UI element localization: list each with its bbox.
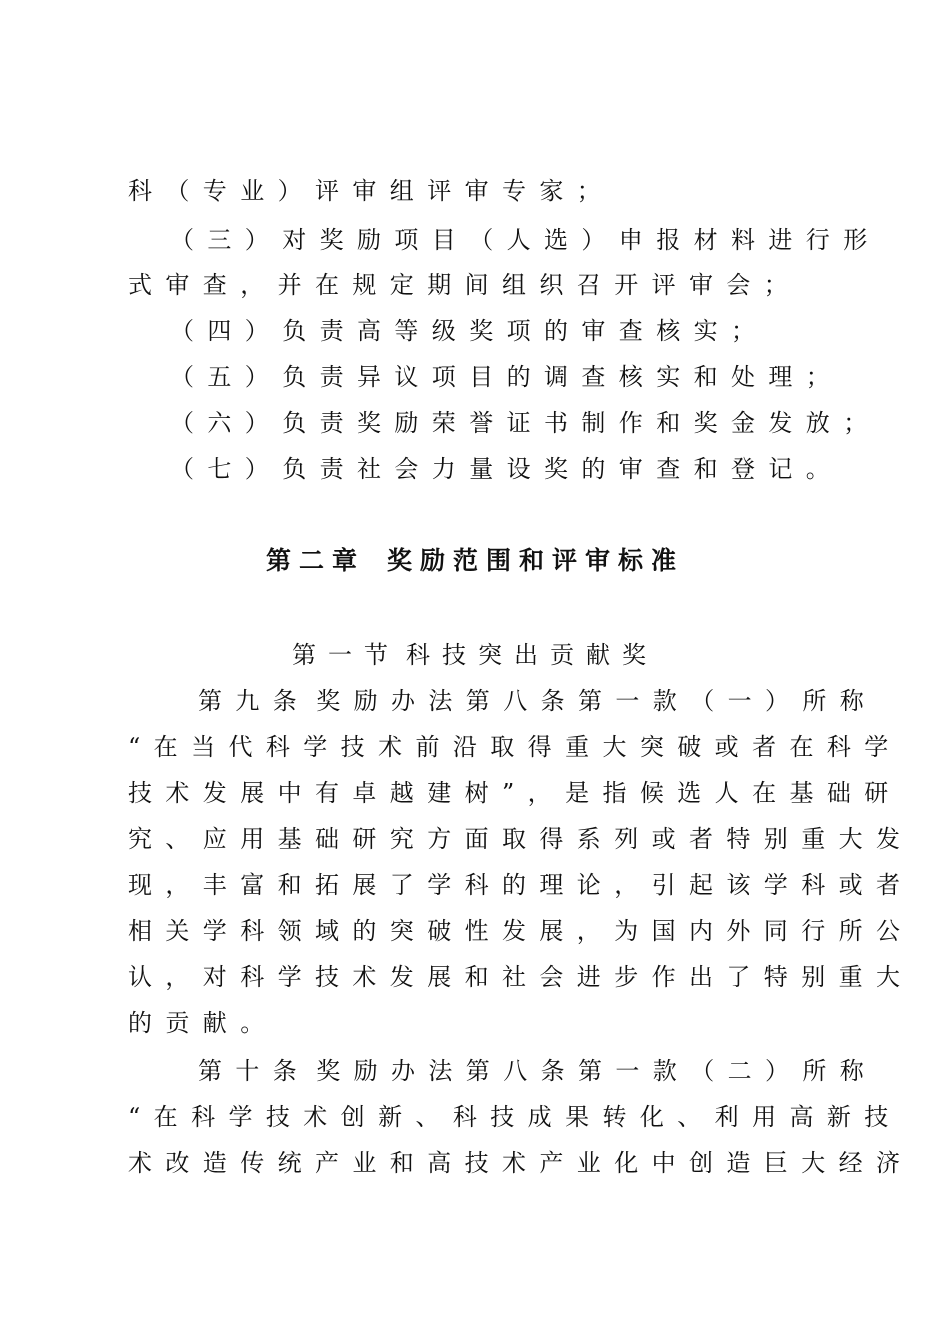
paragraph-line: （六）负责奖励荣誉证书制作和奖金发放； xyxy=(170,409,881,437)
paragraph-line: 究、应用基础研究方面取得系列或者特别重大发 xyxy=(128,825,914,853)
paragraph-line: “在当代科学技术前沿取得重大突破或者在科学 xyxy=(128,733,902,761)
paragraph-line: （四）负责高等级奖项的审查核实； xyxy=(170,317,769,345)
paragraph-line: 认，对科学技术发展和社会进步作出了特别重大 xyxy=(128,963,914,991)
chapter-heading xyxy=(0,546,950,576)
article-9-label: 第九条 xyxy=(198,687,311,715)
paragraph-line: 术改造传统产业和高技术产业化中创造巨大经济 xyxy=(128,1149,914,1177)
paragraph-line: 科（专业）评审组评审专家； xyxy=(128,177,615,205)
paragraph-line: 技术发展中有卓越建树”，是指候选人在基础研 xyxy=(128,779,902,807)
paragraph-line: 现，丰富和拓展了学科的理论，引起该学科或者 xyxy=(128,871,914,899)
paragraph-line: 式审查，并在规定期间组织召开评审会； xyxy=(128,271,802,299)
article-9-line xyxy=(198,686,898,716)
section-number: 第一节 xyxy=(292,641,400,669)
paragraph-line: “在科学技术创新、科技成果转化、利用高新技 xyxy=(128,1103,902,1131)
article-10-line xyxy=(198,1056,898,1086)
paragraph-line: （七）负责社会力量设奖的审查和登记。 xyxy=(170,455,844,483)
section-title: 科技突出贡献奖 xyxy=(406,641,658,669)
chapter-number: 第二章 xyxy=(265,546,365,575)
paragraph-line: 的贡献。 xyxy=(128,1009,278,1037)
chapter-title: 奖励范围和评审标准 xyxy=(387,546,685,575)
article-10-text: 奖励办法第八条第一款（二）所称 xyxy=(316,1057,878,1085)
section-heading xyxy=(0,640,950,670)
paragraph-line: （五）负责异议项目的调查核实和处理； xyxy=(170,363,844,391)
paragraph-line: （三）对奖励项目（人选）申报材料进行形 xyxy=(170,226,881,254)
article-9-text: 奖励办法第八条第一款（一）所称 xyxy=(316,687,878,715)
article-10-label: 第十条 xyxy=(198,1057,311,1085)
paragraph-line: 相关学科领域的突破性发展，为国内外同行所公 xyxy=(128,917,914,945)
